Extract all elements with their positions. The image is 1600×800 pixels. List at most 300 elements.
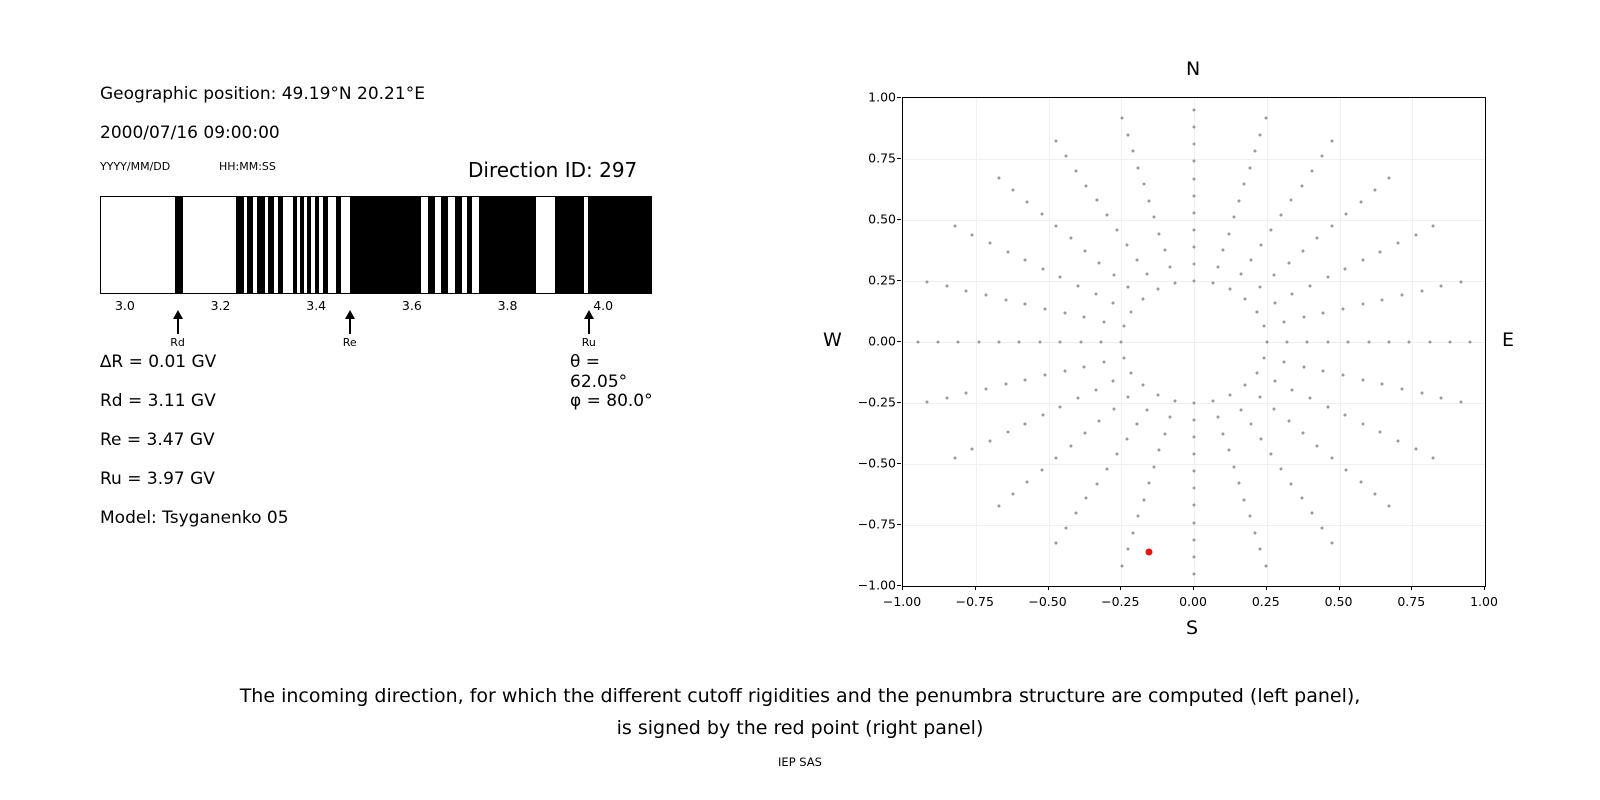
grid-direction-point: [1232, 465, 1235, 468]
grid-direction-point: [1193, 419, 1196, 422]
grid-direction-point: [1344, 267, 1347, 270]
grid-direction-point: [1287, 261, 1290, 264]
grid-direction-point: [1004, 298, 1007, 301]
grid-direction-point: [1460, 400, 1463, 403]
grid-direction-point: [1302, 432, 1305, 435]
marker-label: Re: [342, 336, 357, 349]
caption-line-2: is signed by the red point (right panel): [616, 717, 984, 739]
grid-direction-point: [1158, 449, 1161, 452]
grid-direction-point: [1083, 432, 1086, 435]
grid-direction-point: [1381, 383, 1384, 386]
penumbra-band: [247, 197, 253, 293]
grid-direction-point: [1063, 311, 1066, 314]
penumbra-axis: [100, 294, 652, 354]
penumbra-band: [307, 197, 312, 293]
caption-line-1: The incoming direction, for which the different cutoff rigidities and the penumbra structure are computed (left panel),: [239, 685, 1361, 707]
grid-direction-point: [1026, 480, 1029, 483]
x-tick-mark: [1484, 586, 1485, 590]
grid-direction-point: [1273, 380, 1276, 383]
grid-direction-point: [1131, 150, 1134, 153]
grid-direction-point: [1306, 341, 1309, 344]
grid-direction-point: [1147, 199, 1150, 202]
grid-direction-point: [1193, 245, 1196, 248]
grid-direction-point: [1290, 482, 1293, 485]
grid-direction-point: [1359, 480, 1362, 483]
direction-scatter-panel: [823, 50, 1530, 650]
grid-direction-point: [1341, 307, 1344, 310]
grid-direction-point: [1273, 301, 1276, 304]
grid-direction-point: [971, 448, 974, 451]
grid-direction-point: [1227, 232, 1230, 235]
grid-direction-point: [1095, 199, 1098, 202]
penumbra-band: [278, 197, 283, 293]
grid-direction-point: [1321, 526, 1324, 529]
grid-direction-point: [1273, 408, 1276, 411]
grid-direction-point: [1282, 361, 1285, 364]
grid-direction-point: [1243, 498, 1246, 501]
grid-direction-point: [1077, 284, 1080, 287]
grid-direction-point: [1322, 370, 1325, 373]
grid-direction-point: [1083, 316, 1086, 319]
grid-direction-point: [1193, 504, 1196, 507]
penumbra-band: [588, 197, 651, 293]
grid-direction-point: [1193, 143, 1196, 146]
grid-direction-point: [1440, 396, 1443, 399]
grid-direction-point: [1308, 284, 1311, 287]
x-tick-mark: [1193, 586, 1194, 590]
grid-direction-point: [936, 341, 939, 344]
y-tick-label: −0.50: [857, 455, 896, 471]
grid-direction-point: [1137, 166, 1140, 169]
marker-stem: [177, 318, 179, 334]
grid-direction-point: [1359, 201, 1362, 204]
grid-direction-point: [1193, 538, 1196, 541]
x-tick-label: 0.00: [1179, 594, 1207, 609]
compass-east-label: E: [1502, 329, 1515, 351]
grid-direction-point: [1331, 140, 1334, 143]
stat-left-value: Model: Tsyganenko 05: [100, 508, 289, 528]
grid-direction-point: [1055, 456, 1058, 459]
grid-direction-point: [1142, 498, 1145, 501]
grid-direction-point: [1229, 288, 1232, 291]
stat-left-value: Re = 3.47 GV: [100, 430, 215, 450]
grid-direction-point: [1011, 492, 1014, 495]
grid-direction-point: [953, 225, 956, 228]
grid-direction-point: [1193, 262, 1196, 265]
grid-direction-point: [1054, 541, 1057, 544]
grid-direction-point: [1397, 242, 1400, 245]
grid-direction-point: [1112, 408, 1115, 411]
grid-direction-point: [1401, 387, 1404, 390]
penumbra-band: [257, 197, 264, 293]
grid-direction-point: [1361, 422, 1364, 425]
grid-direction-point: [1326, 276, 1329, 279]
grid-direction-point: [1193, 280, 1196, 283]
grid-direction-point: [1024, 259, 1027, 262]
grid-direction-point: [1011, 189, 1014, 192]
grid-direction-point: [1105, 214, 1108, 217]
grid-direction-point: [1095, 482, 1098, 485]
y-tick-label: 1.00: [868, 89, 896, 105]
grid-direction-point: [1345, 468, 1348, 471]
grid-direction-point: [1286, 341, 1289, 344]
grid-direction-point: [925, 400, 928, 403]
penumbra-band: [336, 197, 341, 293]
scatter-plot-area: [902, 97, 1486, 587]
grid-direction-point: [1026, 201, 1029, 204]
y-tick-label: −1.00: [857, 577, 896, 593]
grid-direction-point: [1193, 160, 1196, 163]
figure-caption: [0, 680, 1600, 744]
grid-direction-point: [1280, 467, 1283, 470]
grid-direction-point: [1432, 225, 1435, 228]
time-format-label: HH:MM:SS: [219, 160, 276, 173]
grid-direction-point: [1115, 229, 1118, 232]
grid-direction-point: [1098, 261, 1101, 264]
grid-direction-point: [965, 289, 968, 292]
grid-direction-point: [1038, 341, 1041, 344]
grid-direction-point: [1282, 320, 1285, 323]
compass-west-label: W: [823, 329, 842, 351]
grid-direction-point: [1326, 405, 1329, 408]
grid-direction-point: [1059, 341, 1062, 344]
compass-north-label: N: [1186, 58, 1201, 80]
grid-direction-point: [1361, 259, 1364, 262]
grid-direction-point: [1460, 281, 1463, 284]
grid-direction-point: [1158, 232, 1161, 235]
grid-direction-point: [1193, 194, 1196, 197]
grid-direction-point: [1193, 521, 1196, 524]
marker-stem: [588, 318, 590, 334]
grid-direction-point: [1156, 288, 1159, 291]
grid-direction-point: [1258, 285, 1261, 288]
grid-direction-point: [1229, 393, 1232, 396]
grid-direction-point: [1112, 301, 1115, 304]
grid-direction-point: [1259, 243, 1262, 246]
grid-direction-point: [1193, 572, 1196, 575]
grid-direction-point: [1249, 423, 1252, 426]
grid-direction-point: [1193, 177, 1196, 180]
grid-direction-point: [1259, 438, 1262, 441]
grid-direction-point: [1137, 515, 1140, 518]
grid-direction-point: [1193, 211, 1196, 214]
grid-direction-point: [1098, 420, 1101, 423]
grid-direction-point: [1310, 512, 1313, 515]
grid-direction-point: [1227, 449, 1230, 452]
grid-direction-point: [1256, 371, 1259, 374]
grid-direction-point: [1131, 531, 1134, 534]
grid-direction-point: [977, 341, 980, 344]
grid-direction-point: [1122, 325, 1125, 328]
x-tick-label: −1.00: [882, 594, 922, 609]
grid-direction-point: [1040, 468, 1043, 471]
grid-direction-point: [1075, 169, 1078, 172]
grid-direction-point: [1243, 183, 1246, 186]
grid-direction-point: [997, 177, 1000, 180]
grid-direction-point: [1259, 548, 1262, 551]
penumbra-band: [175, 197, 183, 293]
penumbra-tick-label: 3.4: [306, 298, 327, 313]
penumbra-band: [323, 197, 328, 293]
grid-direction-point: [1310, 169, 1313, 172]
y-tick-mark: [897, 219, 901, 220]
grid-direction-point: [1174, 282, 1177, 285]
grid-direction-point: [1401, 294, 1404, 297]
grid-direction-point: [1156, 393, 1159, 396]
grid-direction-point: [1121, 117, 1124, 120]
grid-direction-point: [1112, 273, 1115, 276]
grid-direction-point: [1244, 297, 1247, 300]
x-tick-mark: [1120, 586, 1121, 590]
grid-direction-point: [1193, 228, 1196, 231]
marker-label: Rd: [170, 336, 185, 349]
x-tick-label: 0.50: [1324, 594, 1353, 609]
grid-direction-point: [1469, 341, 1472, 344]
grid-direction-point: [1055, 225, 1058, 228]
grid-direction-point: [945, 285, 948, 288]
grid-direction-point: [1331, 541, 1334, 544]
grid-direction-point: [1146, 273, 1149, 276]
grid-direction-point: [1432, 456, 1435, 459]
y-tick-label: 0.75: [868, 150, 896, 166]
stat-row: [100, 508, 660, 547]
grid-direction-point: [1263, 325, 1266, 328]
grid-direction-point: [1397, 439, 1400, 442]
grid-direction-point: [1163, 432, 1166, 435]
grid-direction-point: [1193, 555, 1196, 558]
grid-direction-point: [1420, 289, 1423, 292]
grid-direction-point: [1254, 531, 1257, 534]
x-tick-mark: [1339, 586, 1340, 590]
grid-direction-point: [1136, 423, 1139, 426]
grid-direction-point: [1222, 249, 1225, 252]
penumbra-tick-label: 3.6: [401, 298, 422, 313]
grid-direction-point: [1408, 341, 1411, 344]
gridline-horizontal: [903, 525, 1485, 526]
grid-direction-point: [1069, 237, 1072, 240]
grid-direction-point: [1064, 526, 1067, 529]
stat-right-value: θ = 62.05°: [570, 352, 628, 392]
grid-direction-point: [1105, 467, 1108, 470]
date-format-label: YYYY/MM/DD: [100, 160, 171, 173]
grid-direction-point: [953, 456, 956, 459]
grid-direction-point: [1006, 250, 1009, 253]
grid-direction-point: [1085, 497, 1088, 500]
grid-direction-point: [1147, 482, 1150, 485]
penumbra-tick-label: 4.0: [593, 298, 614, 313]
grid-direction-point: [1079, 341, 1082, 344]
grid-direction-point: [1069, 444, 1072, 447]
y-tick-mark: [897, 280, 901, 281]
x-tick-label: 1.00: [1470, 594, 1498, 609]
grid-direction-point: [1163, 249, 1166, 252]
grid-direction-point: [1059, 405, 1062, 408]
grid-direction-point: [1232, 216, 1235, 219]
grid-direction-point: [1193, 487, 1196, 490]
grid-direction-point: [1259, 133, 1262, 136]
grid-direction-point: [1248, 166, 1251, 169]
grid-direction-point: [945, 396, 948, 399]
stat-row: [100, 391, 660, 430]
y-tick-mark: [897, 524, 901, 525]
grid-direction-point: [1112, 380, 1115, 383]
penumbra-tick-label: 3.8: [497, 298, 518, 313]
grid-direction-point: [984, 294, 987, 297]
grid-direction-point: [1193, 470, 1196, 473]
grid-direction-point: [988, 242, 991, 245]
grid-direction-point: [1287, 420, 1290, 423]
grid-direction-point: [1126, 243, 1129, 246]
grid-direction-point: [984, 387, 987, 390]
x-tick-mark: [1266, 586, 1267, 590]
grid-direction-point: [1361, 303, 1364, 306]
grid-direction-point: [1126, 548, 1129, 551]
grid-direction-point: [971, 233, 974, 236]
grid-direction-point: [1322, 311, 1325, 314]
grid-direction-point: [1316, 237, 1319, 240]
grid-direction-point: [1291, 293, 1294, 296]
grid-direction-point: [1041, 267, 1044, 270]
grid-direction-point: [1388, 504, 1391, 507]
grid-direction-point: [1044, 374, 1047, 377]
x-tick-mark: [975, 586, 976, 590]
grid-direction-point: [1103, 320, 1106, 323]
penumbra-band: [268, 197, 274, 293]
grid-direction-point: [1347, 341, 1350, 344]
grid-direction-point: [1330, 225, 1333, 228]
grid-direction-point: [1126, 133, 1129, 136]
grid-direction-point: [1270, 229, 1273, 232]
grid-direction-point: [1300, 497, 1303, 500]
grid-direction-point: [1075, 512, 1078, 515]
penumbra-band: [300, 197, 304, 293]
x-tick-label: −0.25: [1101, 594, 1140, 609]
grid-direction-point: [1428, 341, 1431, 344]
stat-right-value: φ = 80.0°: [570, 391, 653, 411]
grid-direction-point: [988, 439, 991, 442]
grid-direction-point: [998, 341, 1001, 344]
y-tick-label: 0.50: [868, 211, 896, 227]
grid-direction-point: [1141, 297, 1144, 300]
stat-left-value: ∆R = 0.01 GV: [100, 352, 217, 372]
grid-direction-point: [1388, 177, 1391, 180]
grid-direction-point: [1115, 452, 1118, 455]
penumbra-band: [479, 197, 536, 293]
grid-direction-point: [1270, 452, 1273, 455]
grid-direction-point: [1153, 465, 1156, 468]
penumbra-band: [555, 197, 584, 293]
grid-direction-point: [1222, 432, 1225, 435]
grid-direction-point: [1146, 408, 1149, 411]
penumbra-band: [428, 197, 435, 293]
grid-direction-point: [1094, 388, 1097, 391]
grid-direction-point: [1379, 250, 1382, 253]
selected-direction-point: [1145, 549, 1152, 556]
grid-direction-point: [1374, 189, 1377, 192]
grid-direction-point: [1004, 383, 1007, 386]
grid-direction-point: [1099, 341, 1102, 344]
grid-direction-point: [1239, 408, 1242, 411]
grid-direction-point: [1193, 126, 1196, 129]
grid-direction-point: [1094, 293, 1097, 296]
grid-direction-point: [1291, 388, 1294, 391]
grid-direction-point: [1059, 276, 1062, 279]
grid-direction-point: [1024, 422, 1027, 425]
y-tick-label: −0.25: [857, 394, 896, 410]
grid-direction-point: [1024, 378, 1027, 381]
y-tick-mark: [897, 463, 901, 464]
datetime-value: 2000/07/16 09:00:00: [100, 123, 280, 143]
y-tick-label: 0.00: [868, 333, 896, 349]
grid-direction-point: [1308, 397, 1311, 400]
grid-direction-point: [1040, 213, 1043, 216]
grid-direction-point: [1256, 310, 1259, 313]
penumbra-band: [293, 197, 297, 293]
stat-row: [100, 469, 660, 508]
grid-direction-point: [925, 281, 928, 284]
grid-direction-point: [1064, 155, 1067, 158]
grid-direction-point: [1265, 341, 1268, 344]
grid-direction-point: [1254, 150, 1257, 153]
x-tick-mark: [1411, 586, 1412, 590]
grid-direction-point: [1083, 365, 1086, 368]
y-tick-label: 0.25: [868, 272, 896, 288]
penumbra-band: [236, 197, 244, 293]
grid-direction-point: [916, 341, 919, 344]
stat-row: [100, 352, 660, 391]
grid-direction-point: [1341, 374, 1344, 377]
penumbra-band: [441, 197, 449, 293]
grid-direction-point: [1041, 414, 1044, 417]
grid-direction-point: [1300, 184, 1303, 187]
stat-row: [100, 430, 660, 469]
grid-direction-point: [1024, 303, 1027, 306]
penumbra-structure-chart: [100, 196, 652, 294]
grid-direction-point: [1302, 249, 1305, 252]
grid-direction-point: [1449, 341, 1452, 344]
grid-direction-point: [1302, 365, 1305, 368]
grid-direction-point: [1127, 285, 1130, 288]
grid-direction-point: [1414, 448, 1417, 451]
grid-direction-point: [1273, 273, 1276, 276]
grid-direction-point: [1280, 214, 1283, 217]
grid-direction-point: [997, 504, 1000, 507]
grid-direction-point: [1193, 109, 1196, 112]
grid-direction-point: [1211, 399, 1214, 402]
grid-direction-point: [1136, 258, 1139, 261]
direction-id-label: Direction ID: 297: [468, 158, 638, 182]
grid-direction-point: [1083, 249, 1086, 252]
x-tick-mark: [902, 586, 903, 590]
x-tick-label: −0.50: [1028, 594, 1067, 609]
x-tick-label: 0.75: [1397, 594, 1426, 609]
marker-label: Ru: [581, 336, 596, 349]
grid-direction-point: [1077, 397, 1080, 400]
grid-direction-point: [965, 392, 968, 395]
grid-direction-point: [1290, 199, 1293, 202]
stats-block: [100, 352, 660, 542]
grid-direction-point: [1122, 356, 1125, 359]
grid-direction-point: [1120, 341, 1123, 344]
grid-direction-point: [1249, 258, 1252, 261]
grid-direction-point: [1345, 213, 1348, 216]
grid-direction-point: [1193, 453, 1196, 456]
grid-direction-point: [1211, 282, 1214, 285]
y-tick-mark: [897, 585, 901, 586]
grid-direction-point: [1381, 298, 1384, 301]
grid-direction-point: [1085, 184, 1088, 187]
y-tick-mark: [897, 97, 901, 98]
